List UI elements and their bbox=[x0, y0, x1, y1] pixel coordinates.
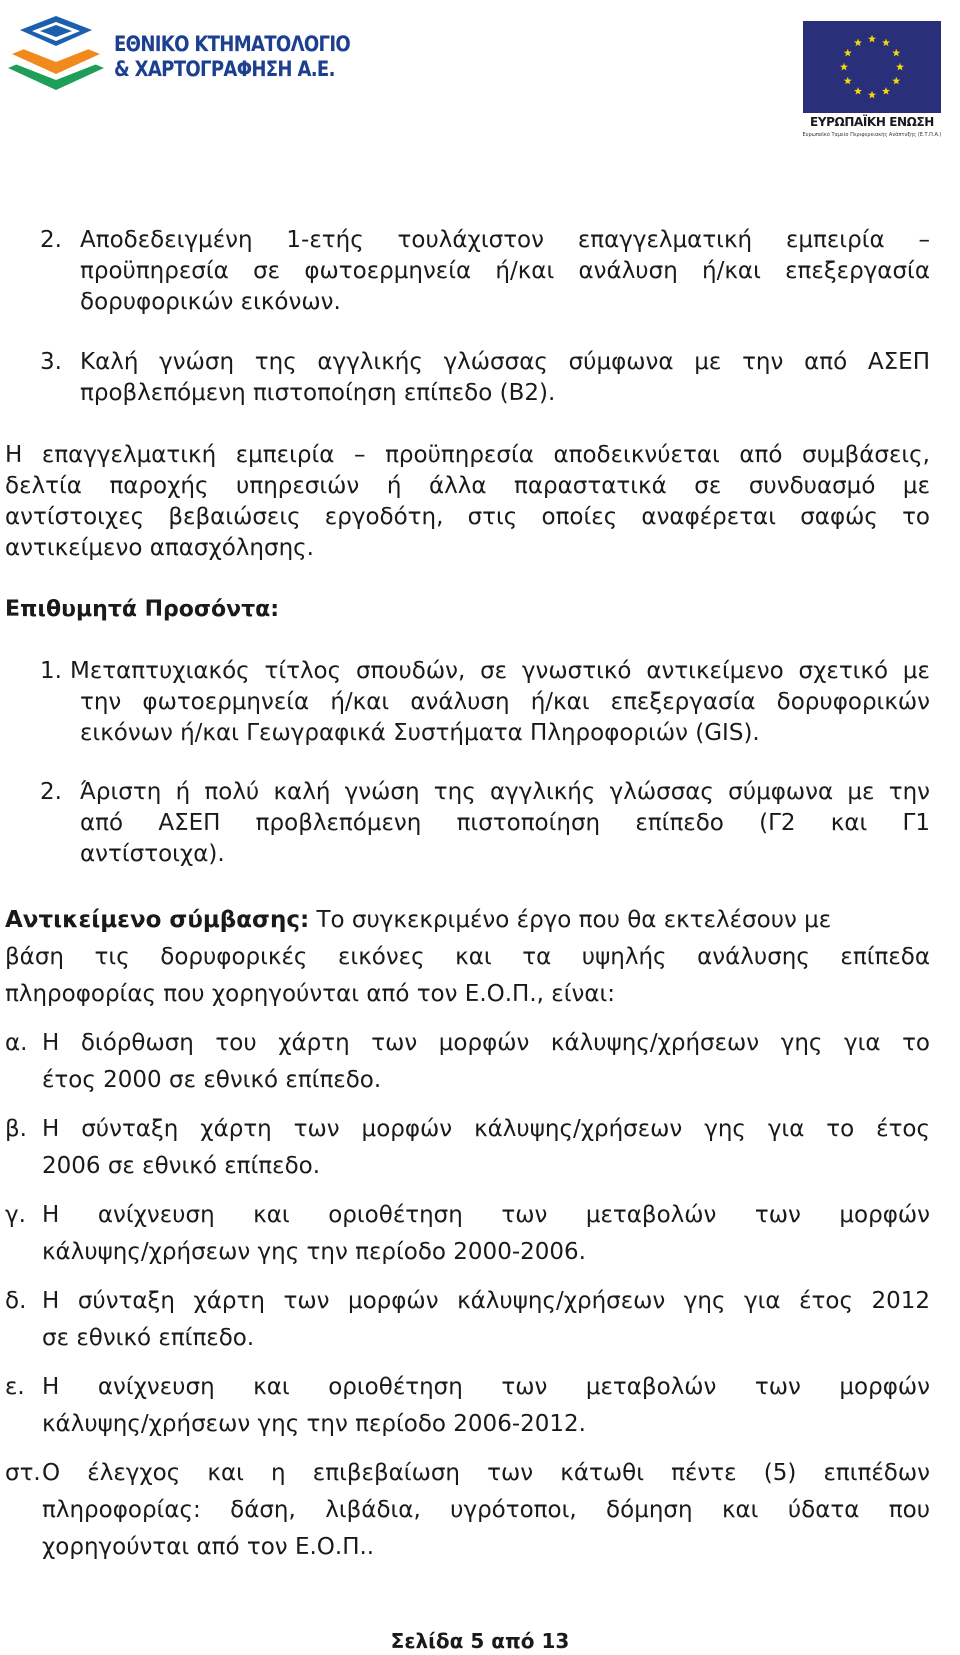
paragraph-line: αντίστοιχες βεβαιώσεις εργοδότη, στις οποίες αναφέρεται σαφώς το bbox=[5, 504, 930, 530]
org-name-line2: & ΧΑΡΤΟΓΡΑΦΗΣΗ Α.Ε. bbox=[114, 57, 335, 81]
eu-name: ΕΥΡΩΠΑΪΚΗ ΕΝΩΣΗ bbox=[810, 115, 934, 129]
contract-item-line: σε εθνικό επίπεδο. bbox=[42, 1325, 255, 1351]
list-marker: 2. bbox=[40, 779, 62, 805]
contract-item-line: Η διόρθωση του χάρτη των μορφών κάλυψης/χρήσεων γης για το bbox=[42, 1030, 930, 1056]
list-marker: στ. bbox=[5, 1460, 41, 1486]
contract-item-line: Η σύνταξη χάρτη των μορφών κάλυψης/χρήσεων γης για έτος 2012 bbox=[42, 1288, 930, 1314]
requirement-text-line: προβλεπόμενη πιστοποίηση επίπεδο (Β2). bbox=[80, 380, 556, 406]
contract-item-line: έτος 2000 σε εθνικό επίπεδο. bbox=[42, 1067, 382, 1093]
eu-flag-icon bbox=[803, 21, 941, 113]
list-marker: 3. bbox=[40, 349, 62, 375]
page-header bbox=[0, 0, 960, 160]
contract-item-line: Η σύνταξη χάρτη των μορφών κάλυψης/χρήσεων γης για το έτος bbox=[42, 1116, 930, 1142]
eu-fund-caption: Ευρωπαϊκό Ταμείο Περιφερειακής Ανάπτυξης (Ε.Τ.Π.Α.) bbox=[802, 132, 942, 138]
paragraph-line: πληροφορίας που χορηγούνται από τον Ε.Ο.Π., είναι: bbox=[5, 981, 616, 1007]
desired-text-line: την φωτοερμηνεία ή/και ανάλυση ή/και επεξεργασία δορυφορικών bbox=[80, 689, 930, 715]
requirement-text-line: Καλή γνώση της αγγλικής γλώσσας σύμφωνα με την από ΑΣΕΠ bbox=[80, 349, 930, 375]
list-marker: ε. bbox=[5, 1374, 25, 1400]
contract-label: Αντικείμενο σύμβασης: bbox=[5, 907, 310, 933]
paragraph-line: δελτία παροχής υπηρεσιών ή άλλα παραστατικά σε συνδυασμό με bbox=[5, 473, 930, 499]
ktimatologio-logo-mark-icon bbox=[6, 14, 106, 94]
contract-first-line bbox=[5, 905, 930, 935]
requirement-text-line: Αποδεδειγμένη 1-ετής τουλάχιστον επαγγελματική εμπειρία – bbox=[80, 227, 930, 253]
list-marker: γ. bbox=[5, 1202, 26, 1228]
ktimatologio-logo bbox=[6, 14, 351, 94]
list-marker: δ. bbox=[5, 1288, 27, 1314]
desired-text-line: Άριστη ή πολύ καλή γνώση της αγγλικής γλώσσας σύμφωνα με την bbox=[80, 779, 930, 805]
desired-text-line: εικόνων ή/και Γεωγραφικά Συστήματα Πληροφοριών (GIS). bbox=[80, 720, 760, 746]
desired-text-line: από ΑΣΕΠ προβλεπόμενη πιστοποίηση επίπεδο (Γ2 και Γ1 bbox=[80, 810, 930, 836]
contract-item-line: κάλυψης/χρήσεων γης την περίοδο 2006-2012. bbox=[42, 1411, 586, 1437]
contract-item-line: κάλυψης/χρήσεων γης την περίοδο 2000-2006. bbox=[42, 1239, 586, 1265]
org-name-line1: ΕΘΝΙΚΟ ΚΤΗΜΑΤΟΛΟΓΙΟ bbox=[114, 32, 351, 56]
paragraph-line: αντικείμενο απασχόλησης. bbox=[5, 535, 314, 561]
paragraph-line: Η επαγγελματική εμπειρία – προϋπηρεσία αποδεικνύεται από συμβάσεις, bbox=[5, 442, 930, 468]
org-name bbox=[114, 32, 350, 82]
contract-item-line: Η ανίχνευση και οριοθέτηση των μεταβολών των μορφών bbox=[42, 1202, 930, 1228]
desired-text-line: Μεταπτυχιακός τίτλος σπουδών, σε γνωστικό αντικείμενο σχετικό με bbox=[70, 658, 930, 684]
contract-first-line-text: Το συγκεκριμένο έργο που θα εκτελέσουν με bbox=[309, 907, 832, 933]
eu-logo bbox=[802, 21, 942, 143]
contract-item-line: Η ανίχνευση και οριοθέτηση των μεταβολών των μορφών bbox=[42, 1374, 930, 1400]
list-marker: β. bbox=[5, 1116, 27, 1142]
contract-item-line: Ο έλεγχος και η επιβεβαίωση των κάτωθι πέντε (5) επιπέδων bbox=[42, 1460, 930, 1486]
contract-item-line: χορηγούνται από τον Ε.Ο.Π.. bbox=[42, 1534, 375, 1560]
list-marker: α. bbox=[5, 1030, 28, 1056]
requirement-text-line: προϋπηρεσία σε φωτοερμηνεία ή/και ανάλυση ή/και επεξεργασία bbox=[80, 258, 930, 284]
desired-text-line: αντίστοιχα). bbox=[80, 841, 225, 867]
list-marker: 2. bbox=[40, 227, 62, 253]
contract-item-line: πληροφορίας: δάση, λιβάδια, υγρότοποι, δόμηση και ύδατα που bbox=[42, 1497, 930, 1523]
page-number: Σελίδα 5 από 13 bbox=[390, 1629, 570, 1653]
section-heading-desired: Επιθυμητά Προσόντα: bbox=[5, 597, 280, 622]
contract-item-line: 2006 σε εθνικό επίπεδο. bbox=[42, 1153, 321, 1179]
requirement-text-line: δορυφορικών εικόνων. bbox=[80, 289, 341, 315]
paragraph-line: βάση τις δορυφορικές εικόνες και τα υψηλής ανάλυσης επίπεδα bbox=[5, 944, 930, 970]
list-marker: 1. bbox=[40, 658, 62, 684]
